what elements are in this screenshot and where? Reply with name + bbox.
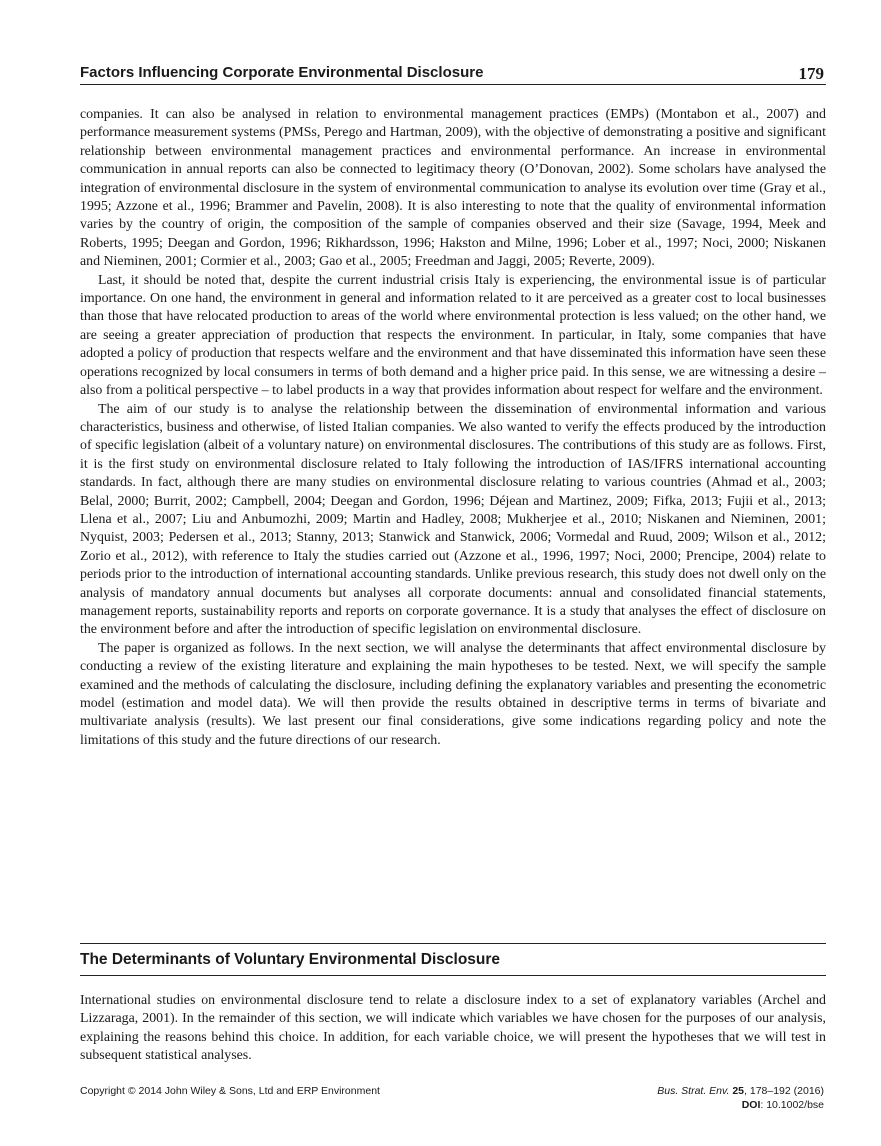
section-paragraph-1: International studies on environmental disclosure tend to relate a disclosure index to a set of explanatory variables (Archel and Lizzaraga, 2001). In the remainder of this section, we will indicate which variables we have chosen for the purposes of our analysis, explaining the reasons behind this choice. In addition, for each variable choice, we will present the hypotheses that we will test in subsequent statistical analyses. (80, 993, 826, 1064)
running-title: Factors Influencing Corporate Environmental Disclosure (80, 64, 484, 81)
paragraph-1: companies. It can also be analysed in relation to environmental management practices (EMPs) (Montabon et al., 2007) and performance measurement systems (PMSs, Perego and Hartman, 2009), with the objective of demonstrating a positive and significant relationship between environmental management practices and environmental performance. An increase in environmental communication in annual reports can also be connected to legitimacy theory (O’Donovan, 2002). Some scholars have analysed the integration of environmental disclosure in the system of environmental communication to analyse its evolution over time (Gray et al., 1995; Azzone et al., 1996; Brammer and Pavelin, 2008). It is also interesting to note that the quality of environmental information varies by the country of origin, the composition of the sample of companies observed and their size (Savage, 1994, Meek and Roberts, 1995; Deegan and Gordon, 1996; Rikhardsson, 1996; Hakston and Milne, 1996; Lober et al., 1997; Noci, 2000; Niskanen and Nieminen, 2001; Cormier et al., 2003; Gao et al., 2005; Freedman and Jaggi, 2005; Reverte, 2009). (80, 107, 826, 270)
journal-citation (657, 1084, 824, 1098)
section-heading: The Determinants of Voluntary Environmental Disclosure (80, 943, 826, 976)
paragraph-2: Last, it should be noted that, despite the current industrial crisis Italy is experiencing, the environmental issue is of particular importance. On one hand, the environment in general and information related to it are perceived as a greater cost to local businesses than those that have relocated production to areas of the world where environmental protection is less valued; on the other hand, we are seeing a greater appreciation of production that respects the environment. In particular, in Italy, some companies that have adopted a policy of production that respects welfare and the environment and that have disseminated this information have seen these operations recognized by local consumers in terms of both demand and a higher price paid. In this sense, we are witnessing a desire – also from a political perspective – to label products in a way that provides information about respect for welfare and the environment. (80, 272, 826, 399)
body-text (80, 106, 826, 750)
doi (742, 1098, 824, 1112)
journal-volume: 25 (732, 1085, 745, 1097)
journal-pages-year: , 178–192 (2016) (744, 1085, 824, 1097)
doi-label: DOI (741, 1099, 761, 1111)
running-header (80, 62, 826, 85)
paragraph-4: The paper is organized as follows. In the next section, we will analyse the determinants that affect environmental disclosure by conducting a review of the existing literature and explaining the main hypotheses to be tested. Next, we will specify the sample examined and the methods of calculating the disclosure, including defining the explanatory variables and presenting the econometric model (estimation and model data). We will then provide the results obtained in descriptive terms in terms of bivariate and multivariate analysis (results). We last present our final considerations, give some indications regarding policy and note the limitations of this study and the future directions of our research. (80, 640, 826, 748)
paragraph-3: The aim of our study is to analyse the relationship between the dissemination of environmental information and various characteristics, business and otherwise, of listed Italian companies. We also wanted to verify the effects produced by the introduction of specific legislation (albeit of a voluntary nature) on environmental disclosures. The contributions of this study are as follows. First, it is the first study on environmental disclosure related to Italy following the introduction of IAS/IFRS international accounting standards. In fact, although there are many studies on environmental disclosure relating to various countries (Ahmad et al., 2003; Belal, 2000; Burrit, 2002; Campbell, 2004; Deegan and Gordon, 1996; Déjean and Martinez, 2009; Fifka, 2013; Fujii et al., 2013; Llena et al., 2007; Liu and Anbumozhi, 2009; Martin and Hadley, 2008; Mukherjee et al., 2010; Niskanen and Nieminen, 2001; Nyquist, 2003; Pedersen et al., 2013; Stanny, 2013; Stanwick and Stanwick, 2006; Vormedal and Ruud, 2009; Wilson et al., 2012; Zorio et al., 2012), with reference to Italy the studies carried out (Azzone et al., 1996, 1997; Noci, 2000; Prencipe, 2004) relate to periods prior to the introduction of international accounting standards. Unlike previous research, this study does not dwell only on the analysis of mandatory annual documents but analyses all corporate documents: annual and consolidated financial statements, management reports, sustainability reports and reports on corporate governance. It is a study that analyses the effect of disclosure on the environment before and after the introduction of specific legislation on environmental disclosure. (80, 401, 826, 638)
copyright-notice: Copyright © 2014 John Wiley & Sons, Ltd and ERP Environment (80, 1085, 380, 1097)
section-determinants (80, 943, 826, 1066)
doi-value: : 10.1002/bse (760, 1099, 824, 1111)
page-number: 179 (798, 64, 824, 83)
journal-abbrev: Bus. Strat. Env. (657, 1085, 730, 1097)
